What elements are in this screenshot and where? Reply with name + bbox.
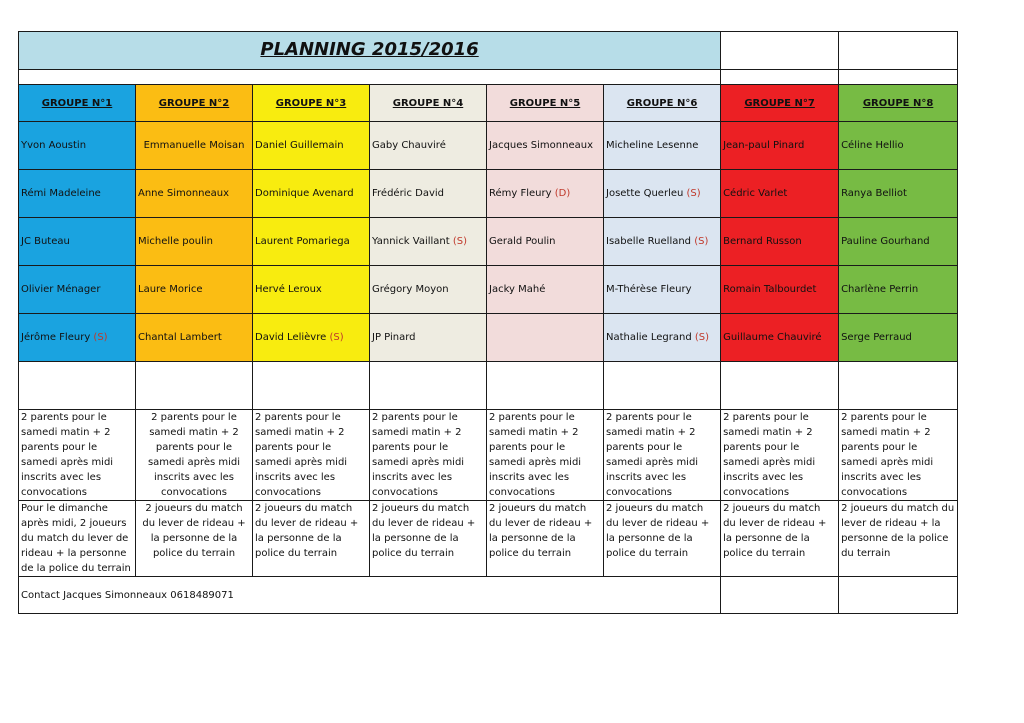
member-note: (S) <box>329 332 344 343</box>
member-note: (S) <box>694 332 710 343</box>
member-name: Céline Hellio <box>841 140 904 151</box>
empty-cell <box>253 362 370 410</box>
member-cell <box>721 122 839 170</box>
member-cell <box>721 314 839 362</box>
member-name: Rémi Madeleine <box>21 188 101 199</box>
saturday-note-text: 2 parents pour le samedi matin + 2 parents pour le samedi après midi inscrits avec les convocations <box>723 412 816 498</box>
sunday-note-text: 2 joueurs du match du lever de rideau + la personne de la police du terrain <box>372 503 476 559</box>
saturday-note-text: 2 parents pour le samedi matin + 2 parents pour le samedi après midi inscrits avec les convocations <box>606 412 699 498</box>
member-cell <box>839 314 958 362</box>
member-name: JP Pinard <box>372 332 416 343</box>
member-name: Gaby Chauviré <box>372 140 446 151</box>
member-cell <box>136 314 253 362</box>
member-cell <box>487 218 604 266</box>
member-name: Yvon Aoustin <box>21 140 87 151</box>
saturday-note <box>136 410 253 501</box>
group-header-label: GROUPE N°2 <box>158 97 230 109</box>
member-cell <box>604 266 721 314</box>
member-note: (S) <box>686 188 701 199</box>
member-name: Grégory Moyon <box>372 284 449 295</box>
group-header-label: GROUPE N°1 <box>41 97 113 109</box>
member-name: Cédric Varlet <box>723 188 788 199</box>
member-cell <box>19 266 136 314</box>
member-cell <box>839 170 958 218</box>
member-name: Daniel Guillemain <box>255 140 344 151</box>
saturday-note <box>253 410 370 501</box>
empty-cell <box>839 32 958 70</box>
member-note: (S) <box>452 236 468 247</box>
member-cell <box>604 122 721 170</box>
member-cell <box>487 314 604 362</box>
member-name: Frédéric David <box>372 188 445 199</box>
member-cell <box>721 218 839 266</box>
member-cell <box>604 218 721 266</box>
member-note: (D) <box>554 188 571 199</box>
saturday-note <box>19 410 136 501</box>
member-name: Michelle poulin <box>138 236 213 247</box>
sunday-note-text: 2 joueurs du match du lever de rideau + la personne de la police du terrain <box>841 503 955 559</box>
member-cell <box>19 314 136 362</box>
member-cell <box>487 266 604 314</box>
member-name: Serge Perraud <box>841 332 912 343</box>
saturday-note-text: 2 parents pour le samedi matin + 2 parents pour le samedi après midi inscrits avec les convocations <box>489 412 582 498</box>
member-note: (S) <box>93 332 108 343</box>
member-name: Ranya Belliot <box>841 188 907 199</box>
member-name: Micheline Lesenne <box>606 140 699 151</box>
saturday-note <box>487 410 604 501</box>
sunday-note <box>253 501 370 577</box>
empty-cell <box>604 362 721 410</box>
sunday-note-text: 2 joueurs du match du lever de rideau + la personne de la police du terrain <box>489 503 593 559</box>
member-name: Gerald Poulin <box>489 236 556 247</box>
member-cell <box>19 218 136 266</box>
member-cell <box>839 218 958 266</box>
saturday-note <box>721 410 839 501</box>
member-cell <box>136 218 253 266</box>
spacer-cell <box>721 70 839 85</box>
member-name: Jérôme Fleury <box>21 332 91 343</box>
empty-cell <box>19 362 136 410</box>
sunday-note <box>839 501 958 577</box>
contact-cell <box>19 577 721 614</box>
sunday-note-text: 2 joueurs du match du lever de rideau + la personne de la police du terrain <box>606 503 710 559</box>
empty-cell <box>487 362 604 410</box>
spacer-cell <box>19 70 721 85</box>
saturday-note-text: 2 parents pour le samedi matin + 2 parents pour le samedi après midi inscrits avec les convocations <box>372 412 465 498</box>
sunday-note-text: Pour le dimanche après midi, 2 joueurs du match du lever de rideau + la personne de la police du terrain <box>21 503 131 574</box>
member-name: Guillaume Chauviré <box>723 332 822 343</box>
member-cell <box>721 266 839 314</box>
saturday-note-text: 2 parents pour le samedi matin + 2 parents pour le samedi après midi inscrits avec les convocations <box>21 412 114 498</box>
group-header-3 <box>253 85 370 122</box>
member-name: Jean-paul Pinard <box>723 140 805 151</box>
page-title: PLANNING 2015/2016 <box>260 38 479 60</box>
member-name: Isabelle Ruelland <box>606 236 692 247</box>
sunday-note <box>370 501 487 577</box>
sunday-note <box>604 501 721 577</box>
member-cell <box>721 170 839 218</box>
saturday-note <box>839 410 958 501</box>
member-name: Yannick Vaillant <box>372 236 450 247</box>
member-cell <box>370 218 487 266</box>
member-cell <box>370 266 487 314</box>
member-cell <box>370 170 487 218</box>
group-header-7 <box>721 85 839 122</box>
member-name: Nathalie Legrand <box>606 332 692 343</box>
group-header-label: GROUPE N°5 <box>509 97 581 109</box>
member-cell <box>253 218 370 266</box>
member-name: Emmanuelle Moisan <box>143 140 245 151</box>
member-cell <box>253 314 370 362</box>
member-note: (S) <box>694 236 709 247</box>
group-header-label: GROUPE N°4 <box>392 97 464 109</box>
member-cell <box>19 170 136 218</box>
sunday-note <box>487 501 604 577</box>
member-cell <box>487 170 604 218</box>
saturday-note-text: 2 parents pour le samedi matin + 2 parents pour le samedi après midi inscrits avec les convocations <box>147 412 241 498</box>
group-header-label: GROUPE N°8 <box>862 97 934 109</box>
member-name: Bernard Russon <box>723 236 802 247</box>
group-header-8 <box>839 85 958 122</box>
member-name: JC Buteau <box>21 236 70 247</box>
saturday-note <box>604 410 721 501</box>
empty-cell <box>839 577 958 614</box>
member-cell <box>253 266 370 314</box>
member-name: Dominique Avenard <box>255 188 354 199</box>
group-header-1 <box>19 85 136 122</box>
member-name: Jacky Mahé <box>489 284 546 295</box>
member-name: Josette Querleu <box>606 188 684 199</box>
group-header-label: GROUPE N°6 <box>626 97 698 109</box>
member-cell <box>370 314 487 362</box>
sunday-note <box>19 501 136 577</box>
member-cell <box>487 122 604 170</box>
member-cell <box>839 266 958 314</box>
group-header-label: GROUPE N°7 <box>744 97 815 109</box>
member-cell <box>19 122 136 170</box>
saturday-note-text: 2 parents pour le samedi matin + 2 parents pour le samedi après midi inscrits avec les convocations <box>841 412 934 498</box>
member-name: Hervé Leroux <box>255 284 322 295</box>
member-name: Anne Simonneaux <box>138 188 230 199</box>
empty-cell <box>721 577 839 614</box>
sunday-note-text: 2 joueurs du match du lever de rideau + la personne de la police du terrain <box>255 503 359 559</box>
empty-cell <box>721 362 839 410</box>
empty-cell <box>839 362 958 410</box>
planning-table <box>18 31 958 614</box>
sunday-note <box>136 501 253 577</box>
member-name: Pauline Gourhand <box>841 236 930 247</box>
member-cell <box>839 122 958 170</box>
saturday-note <box>370 410 487 501</box>
member-name: Laurent Pomariega <box>255 236 350 247</box>
saturday-note-text: 2 parents pour le samedi matin + 2 parents pour le samedi après midi inscrits avec les convocations <box>255 412 348 498</box>
title-cell <box>19 32 721 70</box>
spacer-cell <box>839 70 958 85</box>
member-cell <box>136 122 253 170</box>
group-header-4 <box>370 85 487 122</box>
member-name: Jacques Simonneaux <box>489 140 593 151</box>
member-name: Chantal Lambert <box>138 332 222 343</box>
group-header-2 <box>136 85 253 122</box>
sunday-note <box>721 501 839 577</box>
member-cell <box>370 122 487 170</box>
member-name: Romain Talbourdet <box>723 284 817 295</box>
member-name: Olivier Ménager <box>21 284 101 295</box>
member-cell <box>604 170 721 218</box>
member-cell <box>136 266 253 314</box>
group-header-5 <box>487 85 604 122</box>
member-cell <box>253 122 370 170</box>
sunday-note-text: 2 joueurs du match du lever de rideau + la personne de la police du terrain <box>723 503 827 559</box>
empty-cell <box>136 362 253 410</box>
member-name: Laure Morice <box>138 284 203 295</box>
member-name: Rémy Fleury <box>489 188 552 199</box>
member-name: David Lelièvre <box>255 332 327 343</box>
member-name: M-Thérèse Fleury <box>606 284 692 295</box>
empty-cell <box>721 32 839 70</box>
member-cell <box>604 314 721 362</box>
member-cell <box>136 170 253 218</box>
member-name: Charlène Perrin <box>841 284 919 295</box>
group-header-6 <box>604 85 721 122</box>
group-header-label: GROUPE N°3 <box>275 97 347 109</box>
contact-text: Contact Jacques Simonneaux 0618489071 <box>21 589 234 601</box>
member-cell <box>253 170 370 218</box>
sunday-note-text: 2 joueurs du match du lever de rideau + la personne de la police du terrain <box>142 503 246 559</box>
empty-cell <box>370 362 487 410</box>
